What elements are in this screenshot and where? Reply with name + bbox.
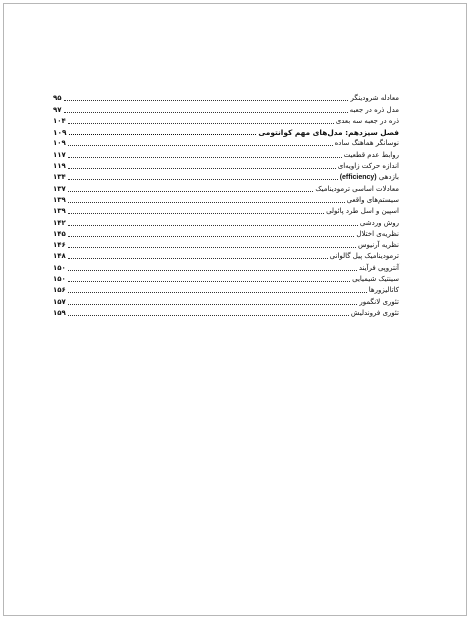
toc-entry-page: ۹۵ (53, 94, 62, 103)
toc-entry-title: بازدهی (378, 173, 399, 182)
toc-dot-leader (68, 179, 338, 180)
toc-entry-page: ۱۱۷ (53, 150, 66, 159)
toc-entry-title: سینتیک شیمیایی (352, 275, 399, 284)
toc-dot-leader (64, 112, 348, 113)
toc-entry[interactable] (53, 250, 399, 261)
toc-entry-page: ۱۳۹ (53, 195, 66, 204)
toc-dot-leader (64, 100, 349, 101)
document-page (3, 3, 467, 616)
toc-chapter-title: فصل سیزدهم: مدل‌های مهم کوانتومی (258, 128, 399, 138)
toc-entry-page: ۱۴۵ (53, 229, 66, 238)
toc-entry-page: ۱۵۹ (53, 308, 66, 317)
toc-entry-title: کاتالیزورها (368, 286, 399, 295)
toc-entry-page: ۱۰۹ (53, 139, 66, 148)
toc-chapter-entry[interactable] (53, 126, 399, 137)
toc-entry-title: نظریه‌ی اختلال (356, 229, 399, 238)
toc-entry-page: ۱۱۹ (53, 162, 66, 171)
toc-entry-title: اسپین و اسل طرد پائولی (326, 207, 399, 216)
toc-dot-leader (68, 270, 357, 271)
toc-entry-title: اندازه حرکت زاویه‌ای (337, 162, 399, 171)
toc-entry[interactable] (53, 261, 399, 272)
toc-entry-page: ۱۵۶ (53, 286, 66, 295)
toc-dot-leader (68, 202, 345, 203)
toc-dot-leader (68, 304, 358, 305)
toc-entry[interactable] (53, 171, 399, 182)
toc-dot-leader (68, 157, 342, 158)
toc-dot-leader (68, 258, 328, 259)
toc-dot-leader (68, 213, 324, 214)
toc-dot-leader (68, 168, 336, 169)
toc-entry-title: سیستم‌های واقعی (346, 195, 399, 204)
toc-dot-leader (68, 292, 367, 293)
toc-entry-title: معادلات اساسی ترمودینامیک (315, 184, 399, 193)
toc-entry[interactable] (53, 284, 399, 295)
toc-entry[interactable] (53, 228, 399, 239)
toc-entry[interactable] (53, 205, 399, 216)
toc-entry-title: ذره در جعبه سه بعدی (335, 116, 399, 125)
toc-entry-page: ۱۴۲ (53, 218, 66, 227)
toc-dot-leader (68, 145, 333, 146)
toc-entry-page: ۱۵۰ (53, 275, 66, 284)
toc-entry-title: آنتروپی فرآیند (358, 263, 399, 272)
toc-entry-title: روابط عدم قطعیت (343, 150, 399, 159)
toc-entry[interactable] (53, 182, 399, 193)
toc-entry-title: معادله شرودینگر (350, 94, 399, 103)
toc-dot-leader (69, 134, 257, 135)
toc-entry-page: ۱۳۷ (53, 184, 66, 193)
toc-dot-leader (68, 281, 350, 282)
toc-entry[interactable] (53, 295, 399, 306)
toc-entry-title-latin: (efficiency) (339, 174, 377, 182)
toc-entry[interactable] (53, 148, 399, 159)
toc-entry-page: ۱۳۴ (53, 173, 66, 182)
toc-entry-title: نوسانگر هماهنگ ساده (334, 139, 399, 148)
toc-entry-title: روش وردشی (359, 218, 399, 227)
toc-entry-page: ۱۵۷ (53, 297, 66, 306)
toc-entry[interactable] (53, 239, 399, 250)
toc-entry-title-group (338, 173, 399, 182)
toc-entry-title: ترمودینامیک پیل گالوانی (329, 252, 399, 261)
toc-entry-title: مدل ذره در جعبه (349, 105, 399, 114)
toc-entry-page: ۱۵۰ (53, 263, 66, 272)
toc-entry-page: ۱۰۴ (53, 116, 66, 125)
toc-entry-page: ۹۷ (53, 105, 62, 114)
toc-entry[interactable] (53, 216, 399, 227)
toc-dot-leader (68, 315, 349, 316)
toc-entry-page: ۱۴۸ (53, 252, 66, 261)
toc-dot-leader (68, 191, 314, 192)
toc-dot-leader (68, 236, 355, 237)
toc-entry-page: ۱۰۹ (53, 128, 67, 138)
toc-entry[interactable] (53, 137, 399, 148)
toc-dot-leader (68, 247, 356, 248)
toc-entry[interactable] (53, 160, 399, 171)
toc-entry-page: ۱۴۶ (53, 241, 66, 250)
toc-entry[interactable] (53, 115, 399, 126)
toc-entry-page: ۱۳۹ (53, 207, 66, 216)
toc-entry[interactable] (53, 273, 399, 284)
toc-dot-leader (68, 225, 358, 226)
toc-entry[interactable] (53, 194, 399, 205)
toc-entry[interactable] (53, 103, 399, 114)
toc-entry[interactable] (53, 92, 399, 103)
toc-entry-title: تئوری لانگمور (359, 297, 399, 306)
toc-entry[interactable] (53, 307, 399, 318)
toc-entry-title: نظریه آرنیوس (357, 241, 399, 250)
toc-dot-leader (68, 123, 334, 124)
toc-entry-title: تئوری فروندلیش (350, 308, 399, 317)
table-of-contents (53, 92, 399, 318)
